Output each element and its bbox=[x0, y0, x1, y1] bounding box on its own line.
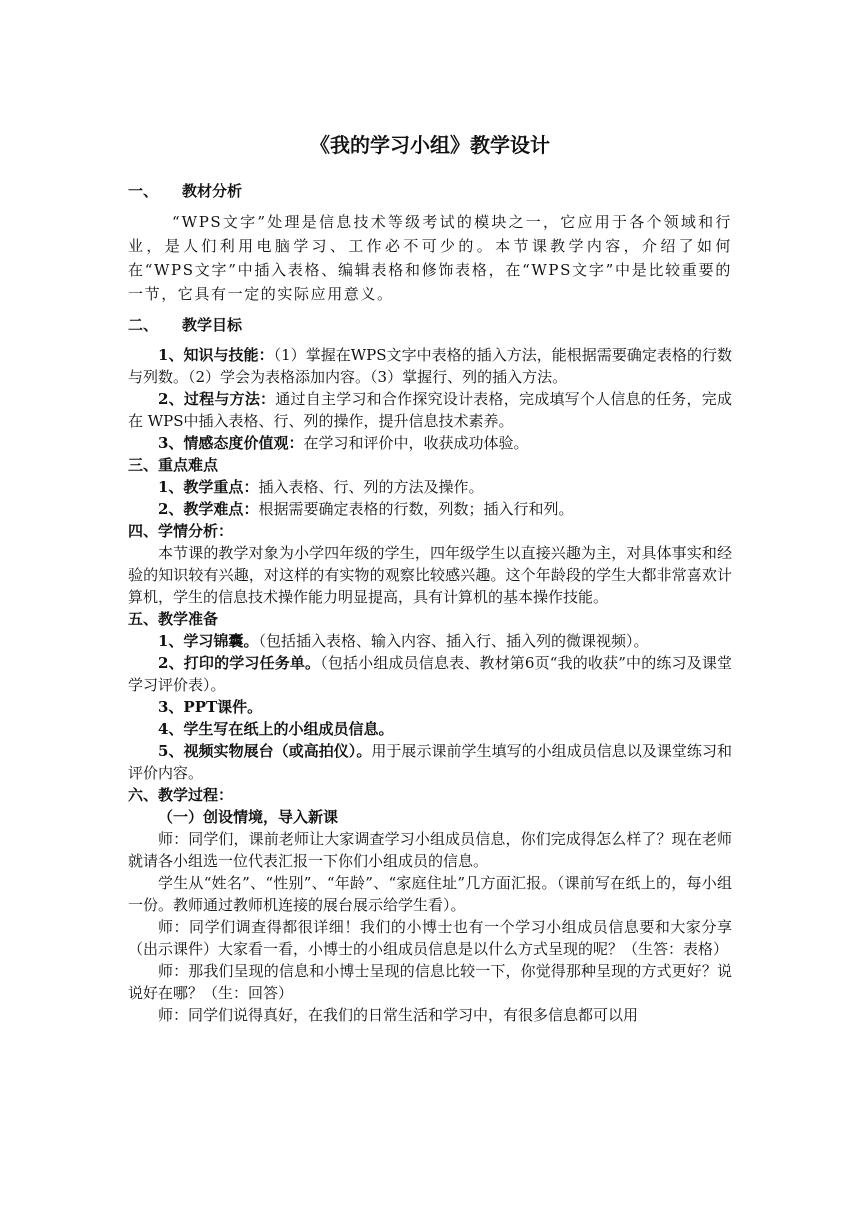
process-paragraph: 师：同学们调查得都很详细！我们的小博士也有一个学习小组成员信息要和大家分享（出示课件）大家看一看，小博士的小组成员信息是以什么方式呈现的呢？（生答：表格） bbox=[128, 918, 732, 958]
section-heading-learner-analysis: 四、学情分析： bbox=[128, 522, 234, 540]
preparation-text: （包括小组成员信息表、教材第6页“我的收获”中的练习及课堂学习评价表）。 bbox=[128, 654, 732, 694]
key-point-item bbox=[128, 476, 732, 498]
key-point-label: 1、教学重点： bbox=[158, 478, 259, 496]
process-paragraph: 师：同学们，课前老师让大家调查学习小组成员信息，你们完成得怎么样了？现在老师就请各小组选一位代表汇报一下你们小组成员的信息。 bbox=[128, 830, 732, 870]
preparation-label: 3、PPT课件。 bbox=[158, 698, 263, 716]
objective-label: 1、知识与技能： bbox=[158, 346, 274, 364]
learner-analysis-paragraph: 本节课的教学对象为小学四年级的学生，四年级学生以直接兴趣为主，对具体事实和经验的知识较有兴趣，对这样的有实物的观察比较感兴趣。这个年龄段的学生大都非常喜欢计算机，学生的信息技术操作能力明显提高，具有计算机的基本操作技能。 bbox=[128, 544, 732, 606]
process-paragraph: 师：同学们说得真好，在我们的日常生活和学习中，有很多信息都可以用 bbox=[158, 1006, 639, 1024]
process-paragraph: 学生从“姓名”、“性别”、“年龄”、“家庭住址”几方面汇报。（课前写在纸上的，每小组一份。教师通过教师机连接的展台展示给学生看）。 bbox=[128, 874, 732, 914]
objective-item bbox=[128, 388, 732, 432]
preparation-item bbox=[128, 696, 732, 718]
section-title: 教学目标 bbox=[182, 316, 243, 334]
preparation-label: 5、视频实物展台（或高拍仪）。 bbox=[158, 742, 372, 760]
objective-text: （1）掌握在WPS文字中表格的插入方法，能根据需要确定表格的行数与列数。（2）学会为表格添加内容。（3）掌握行、列的插入方法。 bbox=[128, 346, 732, 386]
section-heading-teaching-process: 六、教学过程： bbox=[128, 786, 234, 804]
subsection-heading-introduction: （一）创设情境，导入新课 bbox=[158, 808, 339, 826]
key-point-item bbox=[128, 498, 732, 520]
objective-label: 2、过程与方法： bbox=[158, 390, 276, 408]
preparation-label: 4、学生写在纸上的小组成员信息。 bbox=[158, 720, 394, 738]
section-heading-objectives bbox=[128, 314, 732, 336]
section-heading-key-points: 三、重点难点 bbox=[128, 456, 219, 474]
objective-item bbox=[128, 432, 732, 454]
section-number: 二、 bbox=[128, 316, 159, 334]
section-heading-preparation: 五、教学准备 bbox=[128, 610, 219, 628]
document-title: 《我的学习小组》教学设计 bbox=[310, 133, 550, 157]
materials-analysis-paragraph: “WPS文字”处理是信息技术等级考试的模块之一，它应用于各个领域和行业，是人们利用电脑学习、工作必不可少的。本节课教学内容，介绍了如何在“WPS文字”中插入表格、编辑表格和修饰表格，在“WPS文字”中是比较重要的一节，它具有一定的实际应用意义。 bbox=[128, 213, 732, 303]
preparation-item bbox=[128, 718, 732, 740]
objective-label: 3、情感态度价值观： bbox=[158, 434, 304, 452]
preparation-item bbox=[128, 630, 732, 652]
preparation-label: 1、学习锦囊。 bbox=[158, 632, 259, 650]
key-point-label: 2、教学难点： bbox=[158, 500, 259, 518]
preparation-text: 用于展示课前学生填写的小组成员信息以及课堂练习和评价内容。 bbox=[128, 742, 732, 782]
key-point-text: 插入表格、行、列的方法及操作。 bbox=[258, 478, 484, 496]
preparation-label: 2、打印的学习任务单。 bbox=[158, 654, 321, 672]
preparation-item bbox=[128, 652, 732, 696]
key-point-text: 根据需要确定表格的行数，列数；插入行和列。 bbox=[258, 500, 574, 518]
section-heading-materials bbox=[128, 180, 732, 202]
objective-item bbox=[128, 344, 732, 388]
section-title: 教材分析 bbox=[182, 182, 243, 200]
objective-text: 通过自主学习和合作探究设计表格，完成填写个人信息的任务，完成在 WPS中插入表格、行、列的操作，提升信息技术素养。 bbox=[128, 390, 732, 430]
objective-text: 在学习和评价中，收获成功体验。 bbox=[303, 434, 529, 452]
section-number: 一、 bbox=[128, 182, 159, 200]
process-paragraph: 师：那我们呈现的信息和小博士呈现的信息比较一下，你觉得那种呈现的方式更好？说说好在哪？（生：回答） bbox=[128, 962, 732, 1002]
document-body bbox=[128, 180, 732, 1026]
preparation-text: （包括插入表格、输入内容、插入行、插入列的微课视频）。 bbox=[258, 632, 649, 650]
preparation-item bbox=[128, 740, 732, 784]
